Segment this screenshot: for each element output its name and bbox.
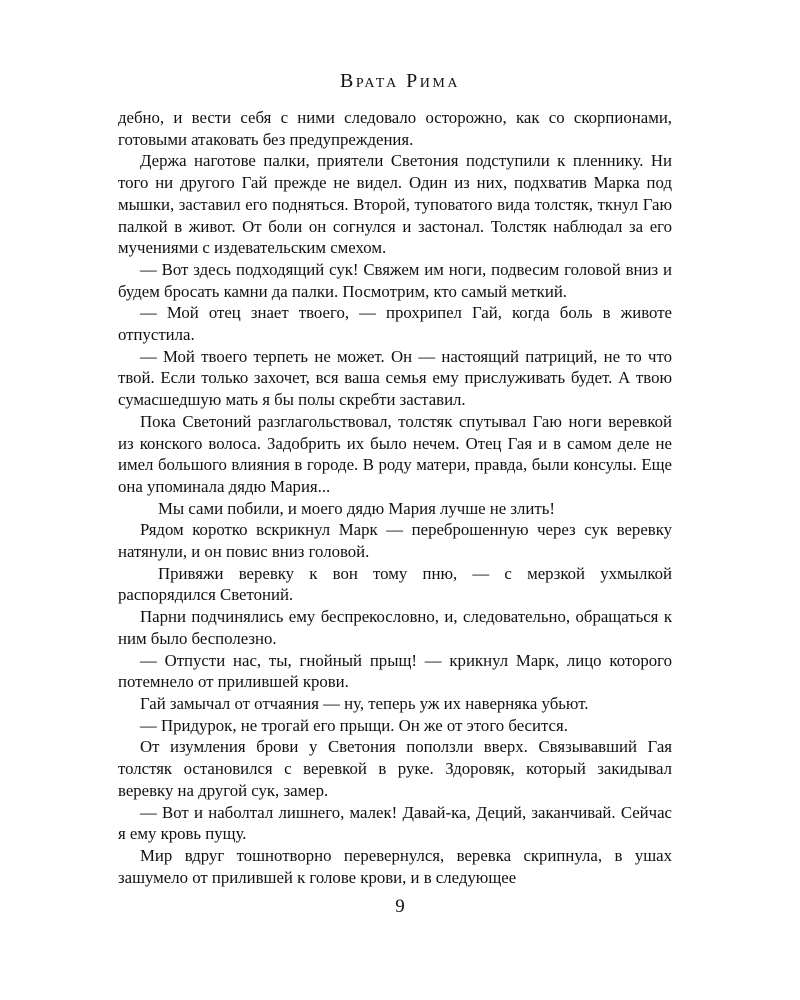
page-number: 9 bbox=[395, 896, 405, 917]
paragraph: — Вот здесь подходящий сук! Свяжем им ноги, подвесим головой вниз и будем бросать камни да палки. Посмотрим, кто самый меткий. bbox=[118, 259, 672, 301]
paragraph: — Мой отец знает твоего, — прохрипел Гай, когда боль в животе отпустила. bbox=[118, 303, 672, 345]
paragraph: Мы сами побили, и моего дядю Мария лучше не злить! bbox=[158, 498, 555, 518]
paragraph: Парни подчинялись ему беспрекословно, и, следовательно, обращаться к ним было бесполезно. bbox=[118, 607, 672, 648]
running-head: Врата Рима bbox=[340, 70, 460, 92]
paragraph: — Отпусти нас, ты, гнойный прыщ! — крикнул Марк, лицо которого потемнело от прилившей крови. bbox=[118, 650, 672, 692]
body-text bbox=[118, 107, 672, 888]
paragraph: Мир вдруг тошнотворно перевернулся, веревка скрипнула, в ушах зашумело от прилившей к голове крови, и в следующее bbox=[118, 845, 672, 887]
paragraph: Гай замычал от отчаяния — ну, теперь уж их наверняка убьют. bbox=[140, 693, 589, 713]
paragraph: Рядом коротко вскрикнул Марк — переброшенную через сук веревку натянули, и он повис вниз головой. bbox=[118, 520, 672, 562]
paragraph: — Вот и наболтал лишнего, малек! Давай-ка, Деций, заканчивай. Сейчас я ему кровь пущу. bbox=[118, 802, 672, 844]
paragraph: От изумления брови у Светония поползли вверх. Связывавший Гая толстяк остановился с веревкой в руке. Здоровяк, который закидывал веревку на другой сук, замер. bbox=[118, 737, 672, 800]
paragraph: Привяжи веревку к вон тому пню, — с мерзкой ухмылкой распорядился Светоний. bbox=[118, 563, 672, 605]
paragraph: Пока Светоний разглагольствовал, толстяк спутывал Гаю ноги веревкой из конского волоса. Задобрить их было нечем. Отец Гая и в самом деле не имел большого влияния в городе. В роду матери, правда, были консулы. Еще она упоминала дядю Мария... bbox=[118, 411, 672, 496]
paragraph: — Придурок, не трогай его прыщи. Он же от этого бесится. bbox=[140, 715, 568, 735]
paragraph: дебно, и вести себя с ними следовало осторожно, как со скорпионами, готовыми атаковать без предупреждения. bbox=[118, 108, 672, 149]
paragraph: Держа наготове палки, приятели Светония подступили к пленнику. Ни того ни другого Гай прежде не видел. Один из них, подхватив Марка под мышки, заставил его подняться. Второй, туповатого вида толстяк, ткнул Гаю палкой в живот. От боли он согнулся и застонал. Толстяк наблюдал за его мучениями с издевательским смехом. bbox=[118, 151, 672, 258]
paragraph: — Мой твоего терпеть не может. Он — настоящий патриций, не то что твой. Если только захочет, вся ваша семья ему прислуживать будет. А твою сумасшедшую мать я бы полы скребти заставил. bbox=[118, 346, 672, 410]
